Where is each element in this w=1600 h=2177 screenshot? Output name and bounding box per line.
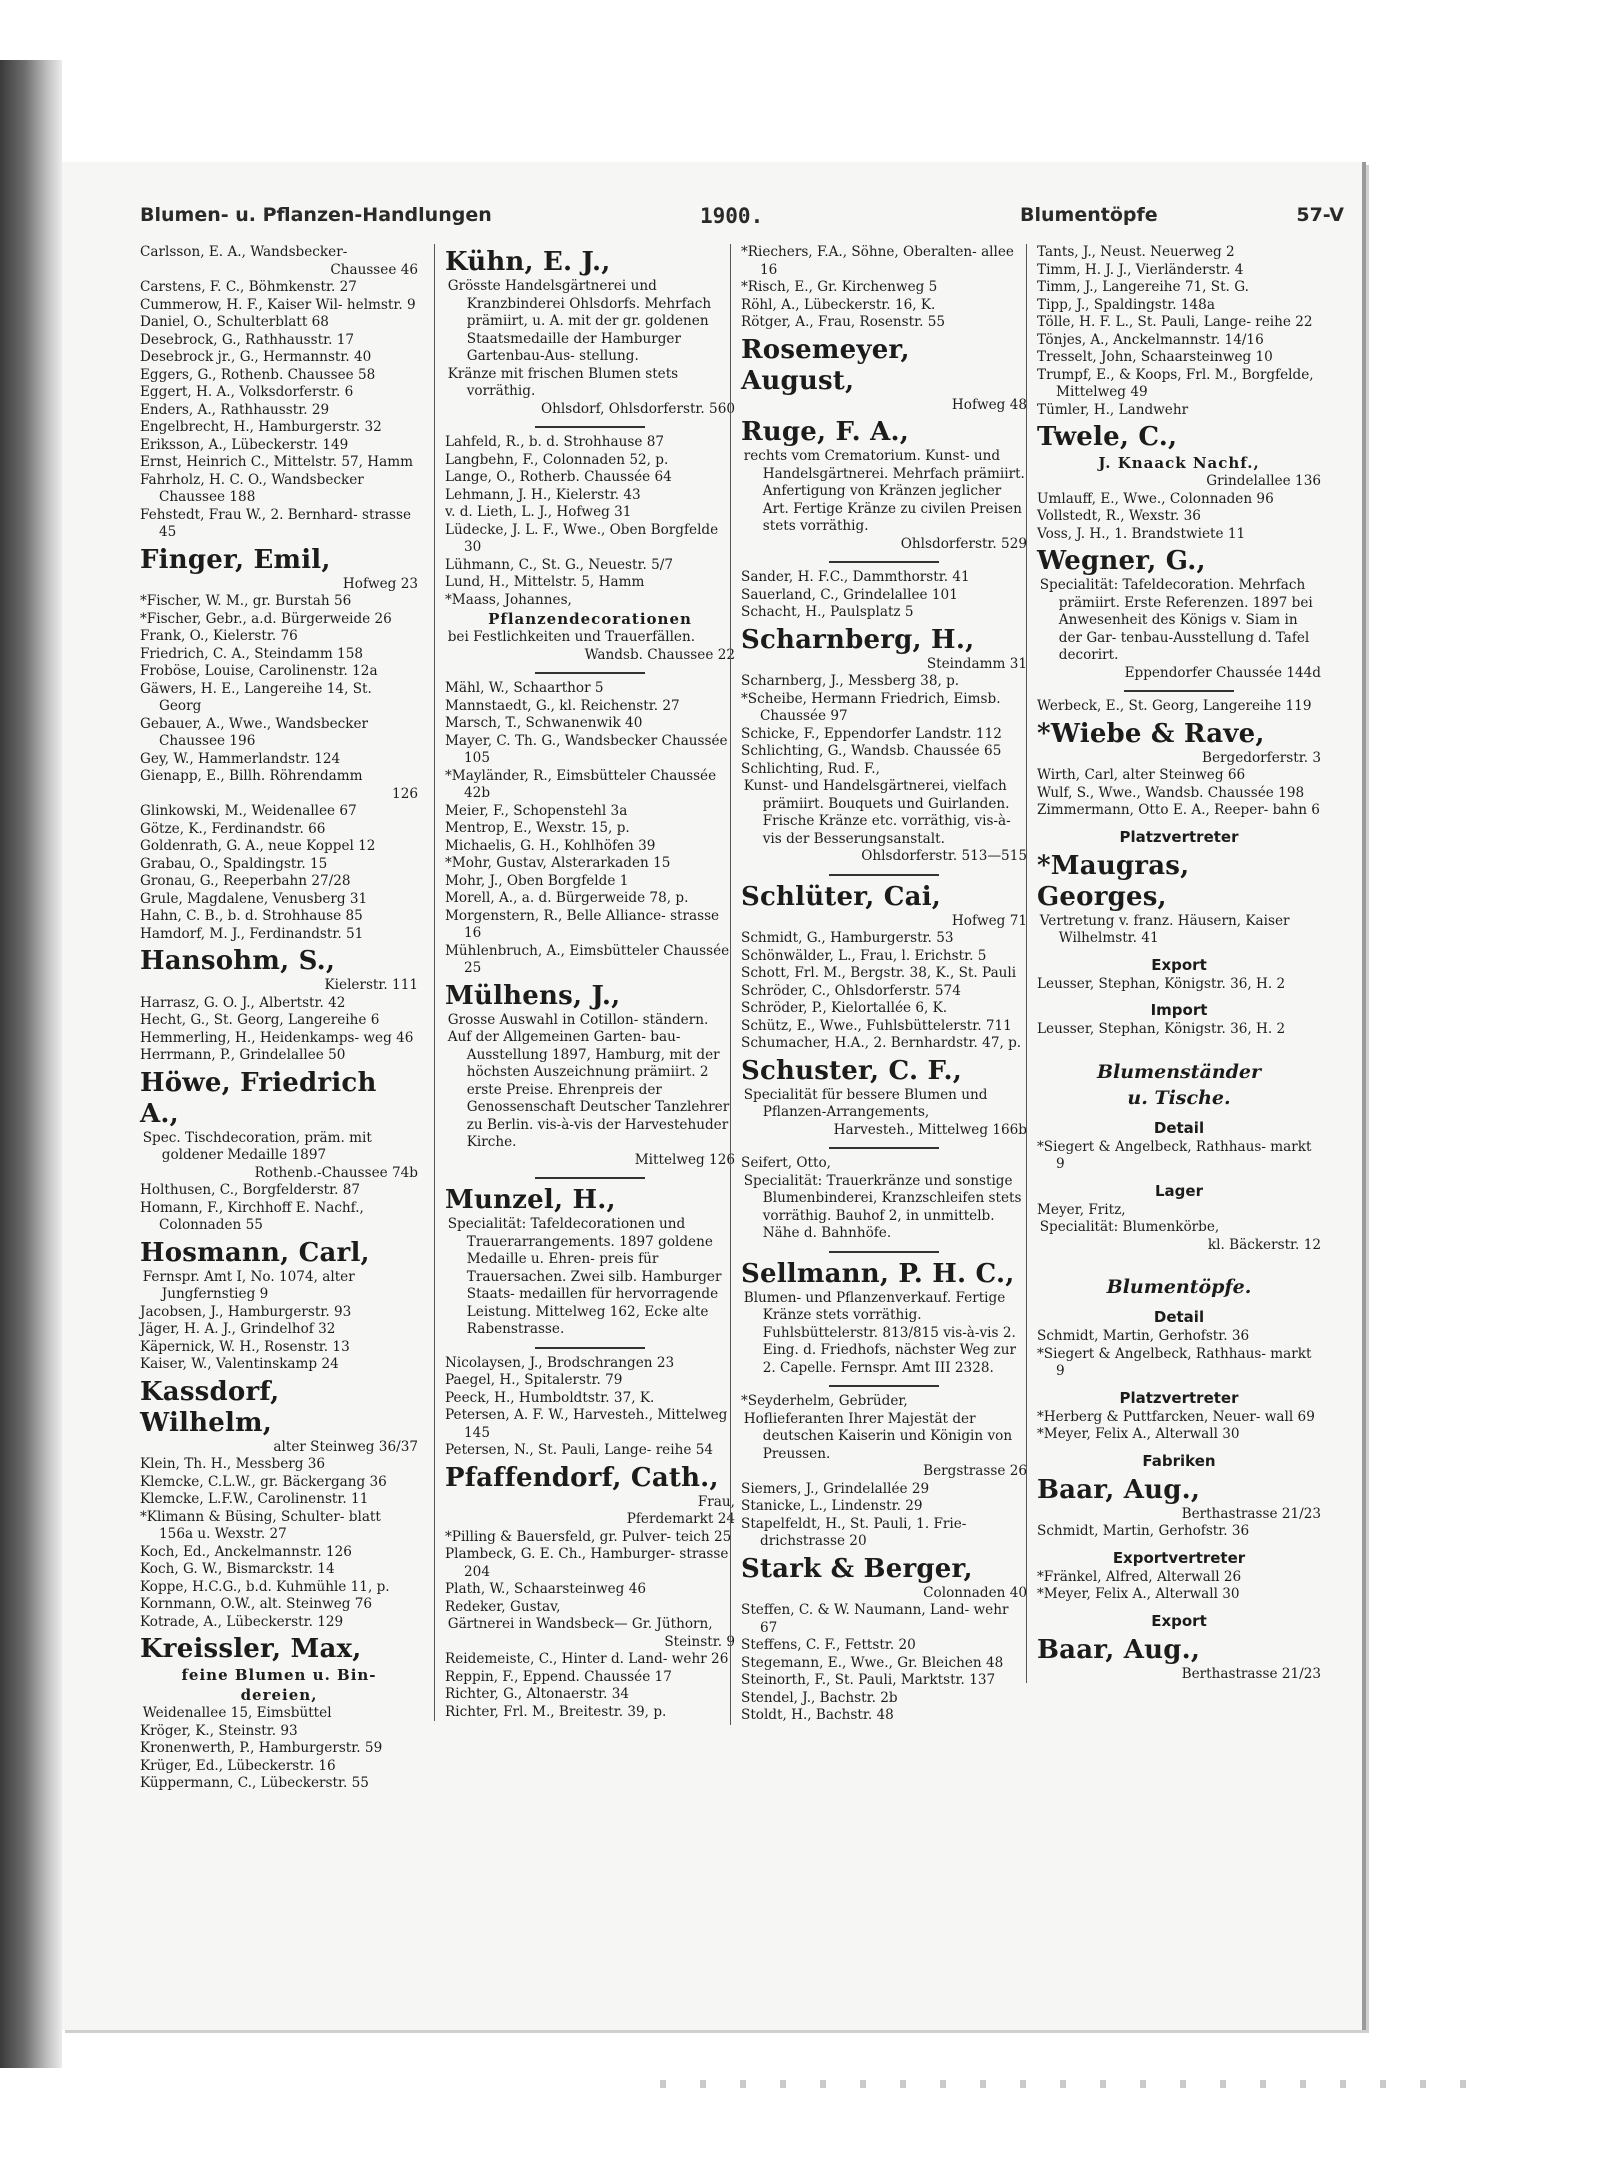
directory-entry: Werbeck, E., St. Georg, Langereihe 119 xyxy=(1037,698,1312,714)
directory-entry: Gebauer, A., Wwe., Wandsbecker Chaussee 196 xyxy=(140,715,369,749)
directory-entry: Vollstedt, R., Wexstr. 36 xyxy=(1037,508,1201,524)
directory-entry: Richter, Frl. M., Breitestr. 39, p. xyxy=(445,1703,667,1720)
directory-entry: Seifert, Otto, xyxy=(741,1155,831,1171)
directory-entry: Voss, J. H., 1. Brandstwiete 11 xyxy=(1037,525,1246,542)
directory-entry: Steinorth, F., St. Pauli, Marktstr. 137 xyxy=(741,1672,996,1688)
section-heading: Export xyxy=(1151,1611,1207,1630)
directory-entry: Eggers, G., Rothenb. Chaussee 58 xyxy=(140,366,376,383)
directory-entry: Mayer, C. Th. G., Wandsbecker Chaussée 105 xyxy=(445,732,728,766)
bold-advertiser-name: Finger, Emil, xyxy=(140,544,331,575)
bold-advertiser-name: Rosemeyer, August, xyxy=(741,334,910,396)
bold-advertiser-name: Kühn, E. J., xyxy=(445,247,611,277)
column-2 xyxy=(434,244,735,1721)
directory-entry: *Riechers, F.A., Söhne, Oberalten- allee 16 xyxy=(741,244,1014,278)
directory-entry: Plambeck, G. E. Ch., Hamburger- strasse 204 xyxy=(445,1546,729,1580)
directory-entry: Harrasz, G. O. J., Albertstr. 42 xyxy=(140,994,346,1011)
entry-description: rechts vom Crematorium. Kunst- und Handelsgärtnerei. Mehrfach prämiirt. Anfertigung von Kränzen jeglicher Art. Fertige Kränze zu civilen Preisen stets vorräthig. xyxy=(743,448,1025,534)
directory-entry: Tönjes, A., Anckelmannstr. 14/16 xyxy=(1037,331,1264,348)
directory-entry: Lund, H., Mittelstr. 5, Hamm xyxy=(445,574,645,590)
directory-entry: Herrmann, P., Grindelallee 50 xyxy=(140,1047,346,1063)
directory-entry: Reppin, F., Eppend. Chaussée 17 xyxy=(445,1668,672,1685)
directory-entry: Lüdecke, J. L. F., Wwe., Oben Borgfelde 30 xyxy=(445,521,719,555)
directory-entry: Lange, O., Rotherb. Chaussée 64 xyxy=(445,469,672,485)
bold-advertiser-name: Baar, Aug., xyxy=(1037,1474,1201,1505)
directory-entry: Goldenrath, G. A., neue Koppel 12 xyxy=(140,838,376,854)
directory-entry: Meyer, Fritz, xyxy=(1037,1201,1126,1218)
bold-advertiser-name: Hansohm, S., xyxy=(140,946,336,976)
directory-page xyxy=(62,162,1366,2030)
directory-entry: Desebrock, G., Rathhausstr. 17 xyxy=(140,331,355,348)
directory-entry: Holthusen, C., Borgfelderstr. 87 xyxy=(140,1182,361,1198)
directory-entry: Steffens, C. F., Fettstr. 20 xyxy=(741,1637,916,1653)
directory-entry: Langbehn, F., Colonnaden 52, p. xyxy=(445,451,669,468)
directory-entry: Trumpf, E., & Koops, Frl. M., Borgfelde, Mittelweg 49 xyxy=(1037,366,1314,400)
entry-address-line: Colonnaden 40 xyxy=(923,1584,1027,1601)
directory-entry: Umlauff, E., Wwe., Colonnaden 96 xyxy=(1037,490,1274,507)
directory-entry: *Klimann & Büsing, Schulter- blatt 156a u. Wexstr. 27 xyxy=(140,1508,381,1542)
section-heading: Export xyxy=(1151,955,1207,974)
directory-entry: Scharnberg, J., Messberg 38, p. xyxy=(741,673,960,689)
directory-entry: Schröder, C., Ohlsdorferstr. 574 xyxy=(741,982,961,999)
section-heading: Fabriken xyxy=(1142,1451,1216,1470)
entry-description: bei Festlichkeiten und Trauerfällen. xyxy=(447,629,696,645)
bold-advertiser-name: Kreissler, Max, xyxy=(140,1634,362,1664)
bold-advertiser-name: Pfaffendorf, Cath., xyxy=(445,1462,719,1493)
directory-entry: Gäwers, H. E., Langereihe 14, St. Georg xyxy=(140,680,372,714)
header-section-title: Blumen- u. Pflanzen-Handlungen xyxy=(140,204,492,226)
directory-entry: Carstens, F. C., Böhmkenstr. 27 xyxy=(140,279,357,295)
directory-entry: Mühlenbruch, A., Eimsbütteler Chaussée 25 xyxy=(445,942,730,976)
directory-entry: Siemers, J., Grindelallée 29 xyxy=(741,1480,930,1497)
page-header xyxy=(140,204,1344,234)
directory-entry: Lühmann, C., St. G., Neuestr. 5/7 xyxy=(445,556,674,573)
directory-entry: Schlichting, Rud. F., xyxy=(741,760,880,777)
directory-entry: Froböse, Louise, Carolinenstr. 12a xyxy=(140,663,378,679)
bold-advertiser-name: Hosmann, Carl, xyxy=(140,1237,370,1268)
book-gutter xyxy=(0,60,62,2068)
entry-separator xyxy=(535,426,645,428)
directory-entry: Röhl, A., Lübeckerstr. 16, K. xyxy=(741,296,936,313)
directory-entry: Redeker, Gustav, xyxy=(445,1598,561,1615)
section-heading: Import xyxy=(1150,1001,1208,1019)
entry-description: Fernspr. Amt I, No. 1074, alter Jungfernstieg 9 xyxy=(142,1268,355,1302)
entry-description: Specialität für bessere Blumen und Pflanzen-Arrangements, xyxy=(743,1086,988,1120)
directory-entry: *Siegert & Angelbeck, Rathhaus- markt 9 xyxy=(1037,1345,1312,1379)
directory-entry: Meier, F., Schopenstehl 3a xyxy=(445,802,628,819)
directory-entry: *Maass, Johannes, xyxy=(445,591,572,608)
entry-description: Grosse Auswahl in Cotillon- ständern. xyxy=(447,1011,709,1028)
directory-entry: *Herberg & Puttfarcken, Neuer- wall 69 xyxy=(1037,1408,1315,1425)
directory-entry: v. d. Lieth, L. J., Hofweg 31 xyxy=(445,504,632,520)
header-page-number: 57-V xyxy=(1296,204,1344,226)
directory-entry: Mähl, W., Schaarthor 5 xyxy=(445,680,604,696)
entry-address-line: Bergedorferstr. 3 xyxy=(1202,749,1321,766)
directory-entry: Krüger, Ed., Lübeckerstr. 16 xyxy=(140,1757,336,1774)
entry-address-line: Eppendorfer Chaussée 144d xyxy=(1124,664,1321,681)
directory-entry: Wirth, Carl, alter Steinweg 66 xyxy=(1037,767,1246,783)
entry-description: Auf der Allgemeinen Garten- bau-Ausstellung 1897, Hamburg, mit der höchsten Auszeichnung prämiirt. 2 erste Preise. Ehrenpreis der Genossenschaft Deutscher Tanzlehrer zu Berlin. vis-à-vis der Harvestehuder Kirche. xyxy=(447,1029,730,1150)
entry-separator xyxy=(535,1347,645,1349)
directory-entry: Stapelfeldt, H., St. Pauli, 1. Frie- drichstrasse 20 xyxy=(741,1515,967,1549)
bold-advertiser-name: Schuster, C. F., xyxy=(741,1055,963,1086)
directory-entry: Schicke, F., Eppendorfer Landstr. 112 xyxy=(741,725,1002,742)
directory-entry: Schmidt, G., Hamburgerstr. 53 xyxy=(741,930,954,946)
directory-entry: Gronau, G., Reeperbahn 27/28 xyxy=(140,873,351,889)
entry-separator xyxy=(535,672,645,674)
directory-entry: Lahfeld, R., b. d. Strohhause 87 xyxy=(445,434,665,450)
directory-entry: Koch, G. W., Bismarckstr. 14 xyxy=(140,1561,335,1577)
directory-entry: Nicolaysen, J., Brodschrangen 23 xyxy=(445,1354,675,1371)
entry-separator xyxy=(535,1177,645,1179)
directory-entry: Wulf, S., Wwe., Wandsb. Chaussée 198 xyxy=(1037,784,1305,801)
bold-advertiser-name: Twele, C., xyxy=(1037,422,1178,452)
directory-entry: Sauerland, C., Grindelallee 101 xyxy=(741,586,958,603)
section-heading: Lager xyxy=(1155,1181,1203,1200)
entry-description: Weidenallee 15, Eimsbüttel xyxy=(142,1705,332,1721)
directory-entry: Klemcke, C.L.W., gr. Bäckergang 36 xyxy=(140,1473,387,1490)
directory-entry: Hemmerling, H., Heidenkamps- weg 46 xyxy=(140,1029,414,1046)
directory-entry: Gienapp, E., Billh. Röhrendamm xyxy=(140,768,363,784)
directory-entry: Glinkowski, M., Weidenallee 67 xyxy=(140,803,357,819)
directory-entry: Sander, H. F.C., Dammthorstr. 41 xyxy=(741,569,970,585)
directory-entry: *Siegert & Angelbeck, Rathhaus- markt 9 xyxy=(1037,1138,1312,1172)
directory-entry: Tölle, H. F. L., St. Pauli, Lange- reihe 22 xyxy=(1037,314,1313,330)
directory-entry: Mannstaedt, G., kl. Reichenstr. 27 xyxy=(445,697,680,714)
directory-entry: *Risch, E., Gr. Kirchenweg 5 xyxy=(741,279,938,295)
entry-address-line: Ohlsdorferstr. 529 xyxy=(900,535,1027,552)
directory-entry: Hahn, C. B., b. d. Strohhause 85 xyxy=(140,908,363,924)
entry-address-line: Grindelallee 136 xyxy=(1206,473,1321,489)
entry-description: Spec. Tischdecoration, präm. mit goldener Medaille 1897 xyxy=(142,1129,372,1163)
bold-advertiser-name: Höwe, Friedrich A., xyxy=(140,1067,377,1129)
category-heading: Blumentöpfe. xyxy=(1106,1276,1252,1298)
directory-entry: Jäger, H. A. J., Grindelhof 32 xyxy=(140,1321,336,1337)
column-3 xyxy=(730,244,1027,1725)
directory-entry: Klemcke, L.F.W., Carolinenstr. 11 xyxy=(140,1491,369,1507)
directory-entry: *Meyer, Felix A., Alterwall 30 xyxy=(1037,1426,1240,1442)
directory-entry: Schröder, P., Kielortallée 6, K. xyxy=(741,1000,948,1016)
directory-entry: Cummerow, H. F., Kaiser Wil- helmstr. 9 xyxy=(140,296,416,313)
entry-address-line: Berthastrasse 21/23 xyxy=(1181,1505,1321,1522)
directory-entry: Kröger, K., Steinstr. 93 xyxy=(140,1722,298,1739)
directory-entry: Ernst, Heinrich C., Mittelstr. 57, Hamm xyxy=(140,454,414,470)
directory-entry: Petersen, N., St. Pauli, Lange- reihe 54 xyxy=(445,1442,713,1458)
entry-separator xyxy=(829,874,939,876)
directory-entry: Stanicke, L., Lindenstr. 29 xyxy=(741,1498,923,1514)
entry-separator xyxy=(829,1251,939,1253)
category-heading: u. Tische. xyxy=(1127,1086,1231,1109)
bold-advertiser-name: Stark & Berger, xyxy=(741,1553,973,1584)
directory-entry: Schönwälder, L., Frau, l. Erichstr. 5 xyxy=(741,947,987,964)
directory-entry: Stegemann, E., Wwe., Gr. Bleichen 48 xyxy=(741,1654,1004,1671)
section-heading: Platzvertreter xyxy=(1119,1388,1239,1407)
entry-address-line: Bergstrasse 26 xyxy=(923,1463,1027,1479)
bold-advertiser-name: Munzel, H., xyxy=(445,1185,616,1215)
directory-entry: Stoldt, H., Bachstr. 48 xyxy=(741,1707,894,1723)
directory-entry: Marsch, T., Schwanenwik 40 xyxy=(445,715,643,731)
entry-address-line: Hofweg 23 xyxy=(342,575,418,592)
directory-entry: Klein, Th. H., Messberg 36 xyxy=(140,1456,326,1472)
bold-advertiser-name: Kassdorf, Wilhelm, xyxy=(140,1376,280,1438)
directory-entry: *Fischer, Gebr., a.d. Bürgerweide 26 xyxy=(140,610,392,627)
entry-address-line: Kielerstr. 111 xyxy=(324,977,418,993)
bold-advertiser-name: Ruge, F. A., xyxy=(741,417,909,447)
directory-entry: Morell, A., a. d. Bürgerweide 78, p. xyxy=(445,890,689,906)
directory-entry: Schütz, E., Wwe., Fuhlsbüttelerstr. 711 xyxy=(741,1017,1012,1034)
directory-entry: Zimmermann, Otto E. A., Reeper- bahn 6 xyxy=(1037,802,1320,818)
directory-entry: Stendel, J., Bachstr. 2b xyxy=(741,1689,898,1706)
column-4 xyxy=(1026,244,1321,1683)
directory-entry: Daniel, O., Schulterblatt 68 xyxy=(140,314,329,330)
entry-description: Specialität: Trauerkränze und sonstige Blumenbinderei, Kranzschleifen stets vorräthig. Bauhof 2, in unmittelb. Nähe d. Bahnhöfe. xyxy=(743,1172,1022,1241)
directory-entry: Tants, J., Neust. Neuerweg 2 xyxy=(1037,244,1235,260)
entry-address-line: Pferdemarkt 24 xyxy=(626,1511,735,1527)
directory-entry: Tipp, J., Spaldingstr. 148a xyxy=(1037,296,1215,313)
entry-separator xyxy=(829,1385,939,1387)
directory-entry: Koch, Ed., Anckelmannstr. 126 xyxy=(140,1543,352,1560)
directory-entry: Fehstedt, Frau W., 2. Bernhard- strasse 45 xyxy=(140,506,412,540)
entry-separator xyxy=(829,1147,939,1149)
directory-entry: *Fränkel, Alfred, Alterwall 26 xyxy=(1037,1568,1242,1585)
directory-entry: Grabau, O., Spaldingstr. 15 xyxy=(140,855,328,872)
entry-address-line: Rothenb.-Chaussee 74b xyxy=(254,1164,418,1181)
entry-address-line: Wandsb. Chaussee 22 xyxy=(584,646,735,663)
directory-entry: Kronenwerth, P., Hamburgerstr. 59 xyxy=(140,1740,383,1756)
entry-address-line: Hofweg 48 xyxy=(951,396,1027,413)
directory-entry: Fahrholz, H. C. O., Wandsbecker Chaussee 188 xyxy=(140,471,364,505)
entry-address-line: Berthastrasse 21/23 xyxy=(1181,1665,1321,1682)
directory-entry: Schacht, H., Paulsplatz 5 xyxy=(741,604,914,620)
header-running-title: Blumentöpfe xyxy=(1020,204,1158,226)
directory-entry: Grule, Magdalene, Venusberg 31 xyxy=(140,890,368,907)
directory-entry: Steffen, C. & W. Naumann, Land- wehr 67 xyxy=(741,1602,1009,1636)
directory-entry: Peeck, H., Humboldtstr. 37, K. xyxy=(445,1389,655,1406)
bold-advertiser-name: Wegner, G., xyxy=(1037,546,1206,576)
directory-entry: Mentrop, E., Wexstr. 15, p. xyxy=(445,820,630,836)
directory-entry: Mohr, J., Oben Borgfelde 1 xyxy=(445,872,629,889)
directory-entry: *Mayländer, R., Eimsbütteler Chaussée 42b xyxy=(445,767,717,801)
column-1 xyxy=(140,244,418,1793)
entry-address-line: Hofweg 71 xyxy=(951,912,1027,929)
entry-address-line: Steindamm 31 xyxy=(926,655,1027,672)
advertiser-tagline: J. Knaack Nachf., xyxy=(1098,454,1260,472)
bold-advertiser-name: *Maugras, Georges, xyxy=(1037,850,1190,912)
directory-entry: Michaelis, G. H., Kohlhöfen 39 xyxy=(445,837,656,854)
directory-entry: Friedrich, C. A., Steindamm 158 xyxy=(140,645,363,662)
directory-entry: Schumacher, H.A., 2. Bernhardstr. 47, p. xyxy=(741,1035,1022,1051)
directory-entry: Tresselt, John, Schaarsteinweg 10 xyxy=(1037,349,1273,365)
entry-address-line: Harvesteh., Mittelweg 166b xyxy=(833,1121,1027,1138)
entry-separator xyxy=(1124,690,1234,692)
directory-entry: Morgenstern, R., Belle Alliance- strasse 16 xyxy=(445,907,720,941)
directory-entry: *Mohr, Gustav, Alsterarkaden 15 xyxy=(445,855,671,871)
advertiser-tagline: feine Blumen u. Bin- dereien, xyxy=(181,1666,377,1704)
section-heading: Detail xyxy=(1153,1118,1205,1137)
directory-entry: Götze, K., Ferdinandstr. 66 xyxy=(140,820,326,837)
directory-entry: Eriksson, A., Lübeckerstr. 149 xyxy=(140,436,349,453)
directory-entry: Richter, G., Altonaerstr. 34 xyxy=(445,1686,630,1702)
directory-entry: Schmidt, Martin, Gerhofstr. 36 xyxy=(1037,1523,1250,1539)
directory-entry: Gey, W., Hammerlandstr. 124 xyxy=(140,750,341,767)
entry-description: Vertretung v. franz. Häusern, Kaiser Wilhelmstr. 41 xyxy=(1039,912,1290,946)
directory-entry: Schmidt, Martin, Gerhofstr. 36 xyxy=(1037,1328,1250,1344)
directory-entry: Tümler, H., Landwehr xyxy=(1037,401,1189,418)
entry-address-line: Ohlsdorf, Ohlsdorferstr. 560 xyxy=(540,400,735,417)
directory-entry: Timm, H. J. J., Vierländerstr. 4 xyxy=(1037,261,1244,278)
directory-entry: Plath, W., Schaarsteinweg 46 xyxy=(445,1581,646,1597)
directory-entry: Petersen, A. F. W., Harvesteh., Mittelweg 145 xyxy=(445,1407,728,1441)
entry-description: Grösste Handelsgärtnerei und Kranzbinderei Ohlsdorfs. Mehrfach prämiirt, u. A. mit der gr. goldenen Staatsmedaille der Hamburger Gartenbau-Aus- stellung. xyxy=(447,278,712,364)
directory-entry: Kaiser, W., Valentinskamp 24 xyxy=(140,1356,339,1372)
directory-entry: Timm, J., Langereihe 71, St. G. xyxy=(1037,279,1249,295)
bold-advertiser-name: Sellmann, P. H. C., xyxy=(741,1258,1015,1289)
directory-entry: Schott, Frl. M., Bergstr. 38, K., St. Pauli xyxy=(741,965,1017,981)
directory-entry: Paegel, H., Spitalerstr. 79 xyxy=(445,1372,623,1388)
section-heading: Detail xyxy=(1153,1308,1205,1326)
directory-entry: Leusser, Stephan, Königstr. 36, H. 2 xyxy=(1037,975,1286,992)
directory-entry: Jacobsen, J., Hamburgerstr. 93 xyxy=(140,1303,352,1320)
entry-address-line: Frau, xyxy=(697,1493,735,1510)
directory-entry: Leusser, Stephan, Königstr. 36, H. 2 xyxy=(1037,1021,1286,1037)
directory-entry: *Scheibe, Hermann Friedrich, Eimsb. Chaussée 97 xyxy=(741,690,1001,724)
directory-entry: Reidemeiste, C., Hinter d. Land- wehr 26 xyxy=(445,1651,729,1667)
directory-entry: Küppermann, C., Lübeckerstr. 55 xyxy=(140,1775,369,1791)
entry-description: Specialität: Tafeldecoration. Mehrfach prämiirt. Erste Referenzen. 1897 bei Anwesenheit des Königs v. Siam in der Gar- tenbau-Ausstellung d. Tafel decorirt. xyxy=(1039,577,1313,663)
entry-address-line: 126 xyxy=(392,785,418,802)
entry-description: Hoflieferanten Ihrer Majestät der deutschen Kaiserin und Königin von Preussen. xyxy=(743,1410,1013,1462)
directory-entry: Enders, A., Rathhausstr. 29 xyxy=(140,401,330,418)
directory-entry: *Fischer, W. M., gr. Burstah 56 xyxy=(140,593,352,609)
header-year: 1900. xyxy=(700,204,764,228)
entry-description: Kunst- und Handelsgärtnerei, vielfach prämiirt. Bouquets und Guirlanden. Frische Kränze etc. vorräthig, vis-à-vis der Besserungsanstalt. xyxy=(743,778,1011,847)
section-heading: Exportvertreter xyxy=(1112,1548,1246,1567)
directory-entry: *Pilling & Bauersfeld, gr. Pulver- teich 25 xyxy=(445,1528,732,1545)
entry-description: Specialität: Tafeldecorationen und Trauerarrangements. 1897 goldene Medaille u. Ehren- preis für Trauersachen. Zwei silb. Hamburger Staats- medaillen für hervorragende Leistung. Mittelweg 162, Ecke alte Rabenstrasse. xyxy=(447,1216,722,1337)
directory-entry: Desebrock jr., G., Hermannstr. 40 xyxy=(140,349,372,365)
directory-entry: Hamdorf, M. J., Ferdinandstr. 51 xyxy=(140,925,364,942)
directory-entry: *Seyderhelm, Gebrüder, xyxy=(741,1393,908,1409)
bold-advertiser-name: *Wiebe & Rave, xyxy=(1037,718,1265,749)
directory-entry: Homann, F., Kirchhoff E. Nachf., Colonnaden 55 xyxy=(140,1199,364,1233)
section-heading: Platzvertreter xyxy=(1119,827,1239,846)
spacer xyxy=(1037,1254,1321,1274)
entry-address-line: Chaussee 46 xyxy=(330,261,418,278)
scan-bottom-marks xyxy=(660,2080,1500,2088)
directory-entry: *Meyer, Felix A., Alterwall 30 xyxy=(1037,1586,1240,1602)
entry-address-line: alter Steinweg 36/37 xyxy=(273,1438,418,1455)
directory-entry: Rötger, A., Frau, Rosenstr. 55 xyxy=(741,314,946,330)
entry-description: Specialität: Blumenkörbe, xyxy=(1039,1219,1220,1235)
category-heading: Blumenständer xyxy=(1096,1060,1262,1083)
directory-entry: Kotrade, A., Lübeckerstr. 129 xyxy=(140,1613,344,1630)
directory-entry: Hecht, G., St. Georg, Langereihe 6 xyxy=(140,1012,380,1028)
bold-advertiser-name: Mülhens, J., xyxy=(445,980,621,1011)
bold-advertiser-name: Schlüter, Cai, xyxy=(741,881,942,912)
directory-entry: Eggert, H. A., Volksdorferstr. 6 xyxy=(140,384,354,400)
entry-separator xyxy=(829,561,939,563)
entry-address-line: Steinstr. 9 xyxy=(664,1633,735,1650)
advertiser-tagline: Pflanzendecorationen xyxy=(488,610,692,628)
directory-entry: Schlichting, G., Wandsb. Chaussée 65 xyxy=(741,743,1002,759)
directory-entry: Frank, O., Kielerstr. 76 xyxy=(140,628,298,644)
entry-address-line: kl. Bäckerstr. 12 xyxy=(1207,1236,1321,1253)
entry-description: Blumen- und Pflanzenverkauf. Fertige Kränze stets vorräthig. Fuhlsbüttelerstr. 813/815 vis-à-vis 2. Eing. d. Friedhofs, nächster Weg zur 2. Capelle. Fernspr. Amt III 2328. xyxy=(743,1289,1016,1376)
directory-entry: Kornmann, O.W., alt. Steinweg 76 xyxy=(140,1596,373,1612)
entry-description: Kränze mit frischen Blumen stets vorräthig. xyxy=(447,365,679,399)
directory-entry: Käpernick, W. H., Rosenstr. 13 xyxy=(140,1338,350,1355)
directory-entry: Engelbrecht, H., Hamburgerstr. 32 xyxy=(140,419,382,435)
directory-entry: Lehmann, J. H., Kielerstr. 43 xyxy=(445,486,641,503)
entry-description: Gärtnerei in Wandsbeck— Gr. Jüthorn, xyxy=(447,1616,713,1632)
directory-entry: Carlsson, E. A., Wandsbecker- xyxy=(140,244,348,260)
spacer xyxy=(1037,1039,1321,1059)
directory-entry: Koppe, H.C.G., b.d. Kuhmühle 11, p. xyxy=(140,1578,390,1595)
entry-address-line: Ohlsdorferstr. 513—515 xyxy=(861,848,1027,864)
entry-address-line: Mittelweg 126 xyxy=(634,1151,735,1168)
bold-advertiser-name: Baar, Aug., xyxy=(1037,1634,1201,1665)
bold-advertiser-name: Scharnberg, H., xyxy=(741,624,975,655)
